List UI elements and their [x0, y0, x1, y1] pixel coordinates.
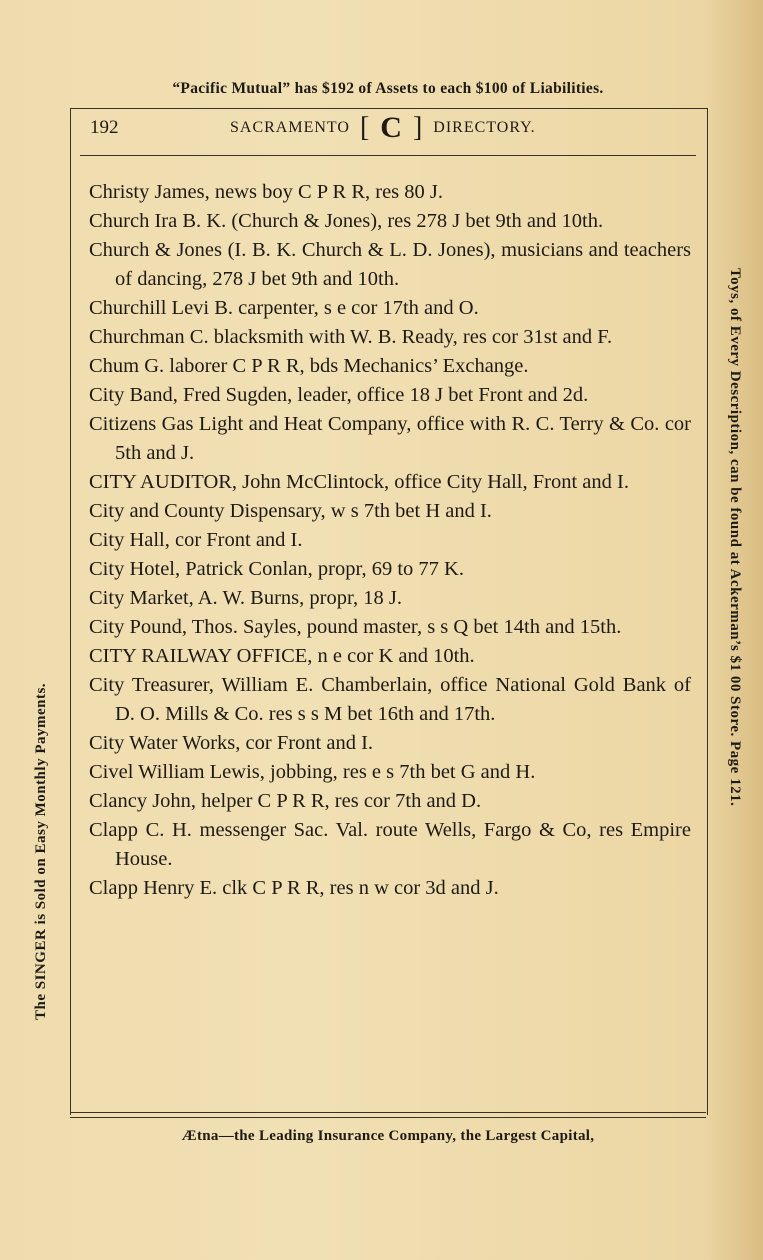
directory-entry: Clapp Henry E. clk C P R R, res n w cor 3d and J.: [89, 877, 499, 899]
right-margin-advertisement: Toys, of Every Description, can be found at Ackerman’s $1 00 Store. Page 121.: [727, 268, 743, 807]
top-advertisement: “Pacific Mutual” has $192 of Assets to each $100 of Liabilities.: [172, 80, 604, 97]
page-frame-bottom-rule: [70, 1112, 706, 1118]
header-rule: [80, 155, 696, 156]
directory-entry: Christy James, news boy C P R R, res 80 J.: [89, 181, 444, 203]
bracket-open: [: [359, 112, 371, 143]
directory-entry: City Hall, cor Front and I.: [89, 529, 303, 551]
directory-entry: Civel William Lewis, jobbing, res e s 7th bet G and H.: [89, 761, 536, 783]
directory-entry: Chum G. laborer C P R R, bds Mechanics’ Exchange.: [89, 355, 529, 377]
directory-entry: Churchman C. blacksmith with W. B. Ready, res cor 31st and F.: [89, 326, 613, 348]
bottom-advertisement: Ætna—the Leading Insurance Company, the Largest Capital,: [181, 1128, 595, 1144]
directory-entry: City Water Works, cor Front and I.: [89, 732, 374, 754]
running-head-right: DIRECTORY.: [433, 119, 536, 136]
left-margin-advertisement: The SINGER is Sold on Easy Monthly Payments.: [33, 682, 49, 1020]
directory-entry: City and County Dispensary, w s 7th bet H and I.: [89, 500, 492, 522]
directory-entry: City Band, Fred Sugden, leader, office 18 J bet Front and 2d.: [89, 384, 589, 406]
directory-entry: CITY AUDITOR, John McClintock, office City Hall, Front and I.: [89, 471, 629, 493]
running-head-left: SACRAMENTO: [230, 119, 350, 136]
directory-entry: City Market, A. W. Burns, propr, 18 J.: [89, 587, 402, 609]
directory-entry: CITY RAILWAY OFFICE, n e cor K and 10th.: [89, 645, 475, 667]
directory-entry: Clapp C. H. messenger Sac. Val. route Wells, Fargo & Co, res Empire House.: [89, 819, 691, 870]
directory-entries: [89, 178, 691, 903]
directory-entry: Church & Jones (I. B. K. Church & L. D. Jones), musicians and teachers of dancing, 278 J bet 9th and 10th.: [89, 239, 691, 290]
directory-entry: City Pound, Thos. Sayles, pound master, s s Q bet 14th and 15th.: [89, 616, 622, 638]
page-number: 192: [90, 117, 119, 138]
directory-entry: Churchill Levi B. carpenter, s e cor 17th and O.: [89, 297, 479, 319]
bracket-close: ]: [412, 112, 424, 143]
directory-entry: Citizens Gas Light and Heat Company, office with R. C. Terry & Co. cor 5th and J.: [89, 413, 691, 464]
section-letter: C: [380, 111, 403, 144]
running-head: [230, 113, 536, 143]
directory-entry: City Treasurer, William E. Chamberlain, office National Gold Bank of D. O. Mills & Co. res s s M bet 16th and 17th.: [89, 674, 691, 725]
directory-entry: Church Ira B. K. (Church & Jones), res 278 J bet 9th and 10th.: [89, 210, 604, 232]
directory-entry: City Hotel, Patrick Conlan, propr, 69 to 77 K.: [89, 558, 464, 580]
directory-entry: Clancy John, helper C P R R, res cor 7th and D.: [89, 790, 482, 812]
